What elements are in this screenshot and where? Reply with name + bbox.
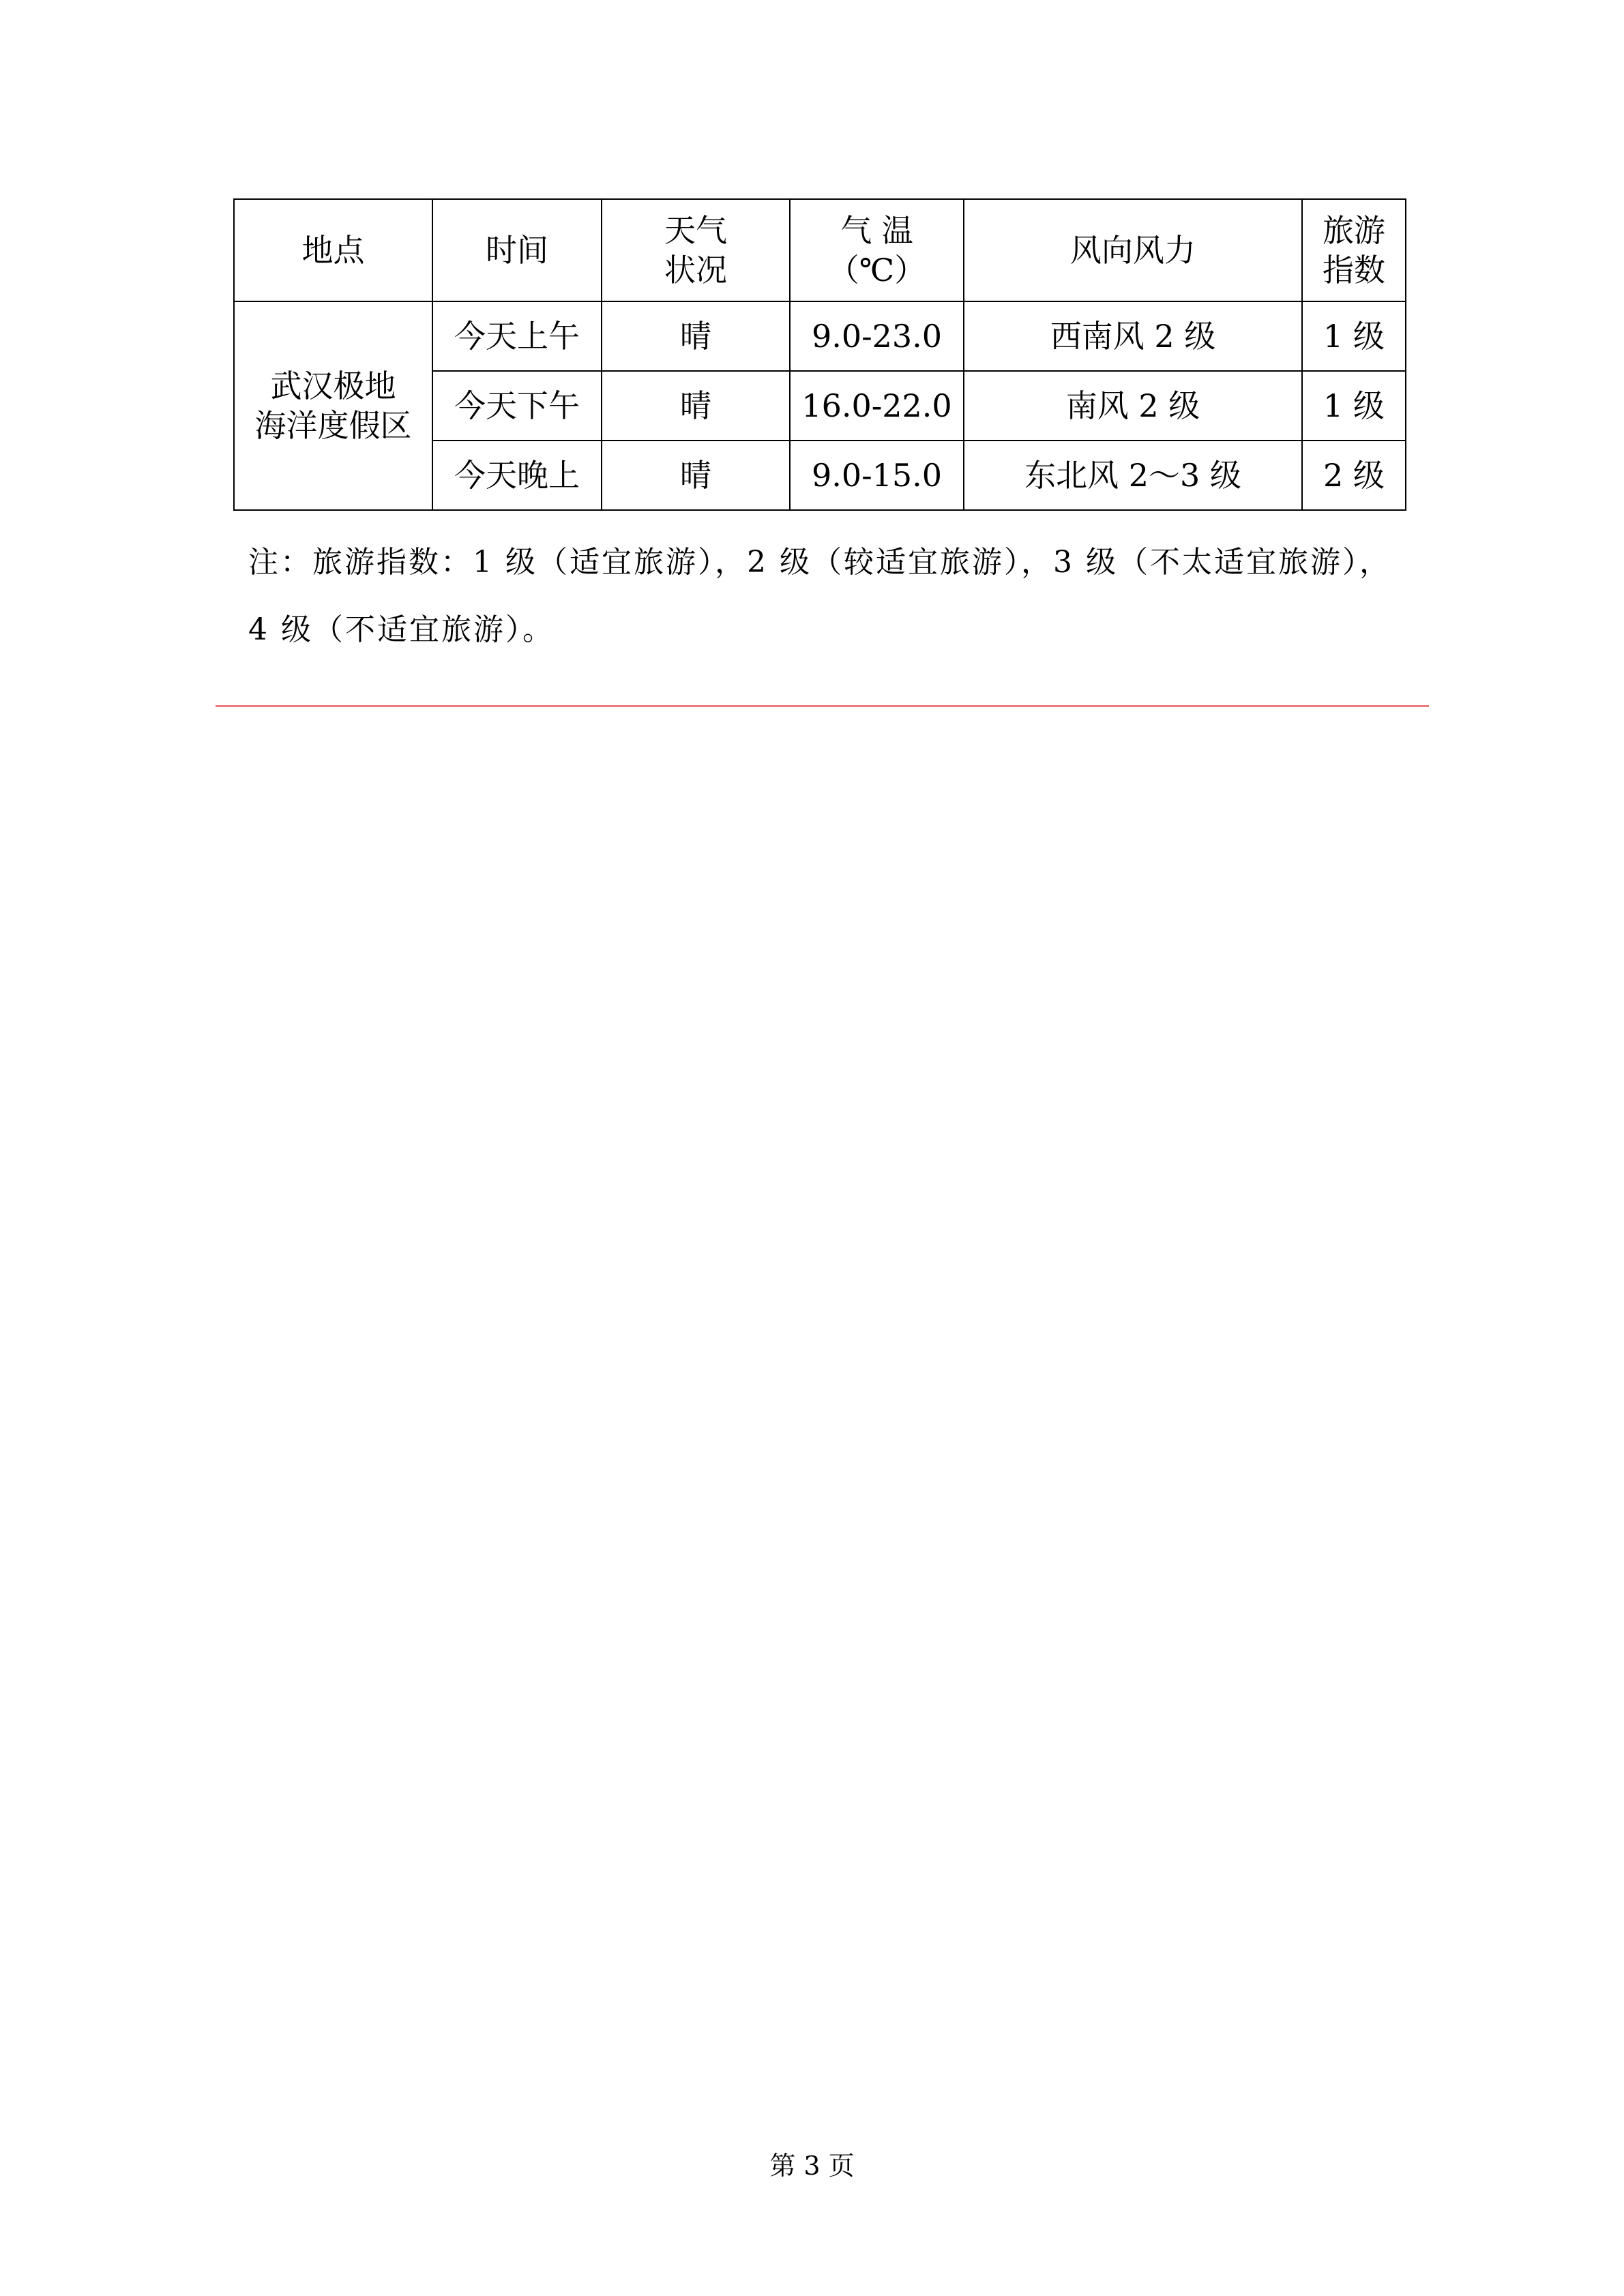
index-cell: 1 级: [1302, 371, 1406, 441]
header-index-line-2: 指数: [1323, 252, 1385, 288]
table-footnote: 注：旅游指数：1 级（适宜旅游），2 级（较适宜旅游），3 级（不太适宜旅游），4 级（不适宜旅游）。: [248, 545, 1391, 647]
wind-cell: 南风 2 级: [964, 371, 1302, 441]
header-index: [1302, 199, 1406, 301]
wind-cell: 西南风 2 级: [964, 301, 1302, 371]
header-weather: [602, 199, 790, 301]
page-number: 第 3 页: [769, 2151, 855, 2181]
wind-cell: 东北风 2～3 级: [964, 441, 1302, 510]
time-cell: 今天晚上: [432, 441, 602, 510]
header-location: 地点: [234, 199, 432, 301]
weather-forecast-table: [233, 198, 1406, 511]
weather-cell: 晴: [602, 371, 790, 441]
header-wind: 风向风力: [964, 199, 1302, 301]
header-temperature-line-1: 气 温: [840, 212, 913, 249]
weather-cell: 晴: [602, 301, 790, 371]
temperature-cell: 9.0-23.0: [790, 301, 964, 371]
location-line-2: 海洋度假区: [254, 407, 412, 444]
header-weather-line-1: 天气: [664, 212, 727, 249]
index-cell: 1 级: [1302, 301, 1406, 371]
temperature-cell: 9.0-15.0: [790, 441, 964, 510]
time-cell: 今天上午: [432, 301, 602, 371]
header-temperature-line-2: （℃）: [827, 252, 926, 288]
red-divider-line: [216, 705, 1429, 707]
table-header-row: [234, 199, 1406, 301]
time-cell: 今天下午: [432, 371, 602, 441]
temperature-cell: 16.0-22.0: [790, 371, 964, 441]
weather-cell: 晴: [602, 441, 790, 510]
header-time: 时间: [432, 199, 602, 301]
header-weather-line-2: 状况: [664, 252, 727, 288]
table-row: [234, 301, 1406, 371]
location-cell: [234, 301, 432, 510]
index-cell: 2 级: [1302, 441, 1406, 510]
location-line-1: 武汉极地: [270, 368, 396, 404]
header-temperature: [790, 199, 964, 301]
header-index-line-1: 旅游: [1323, 212, 1385, 249]
